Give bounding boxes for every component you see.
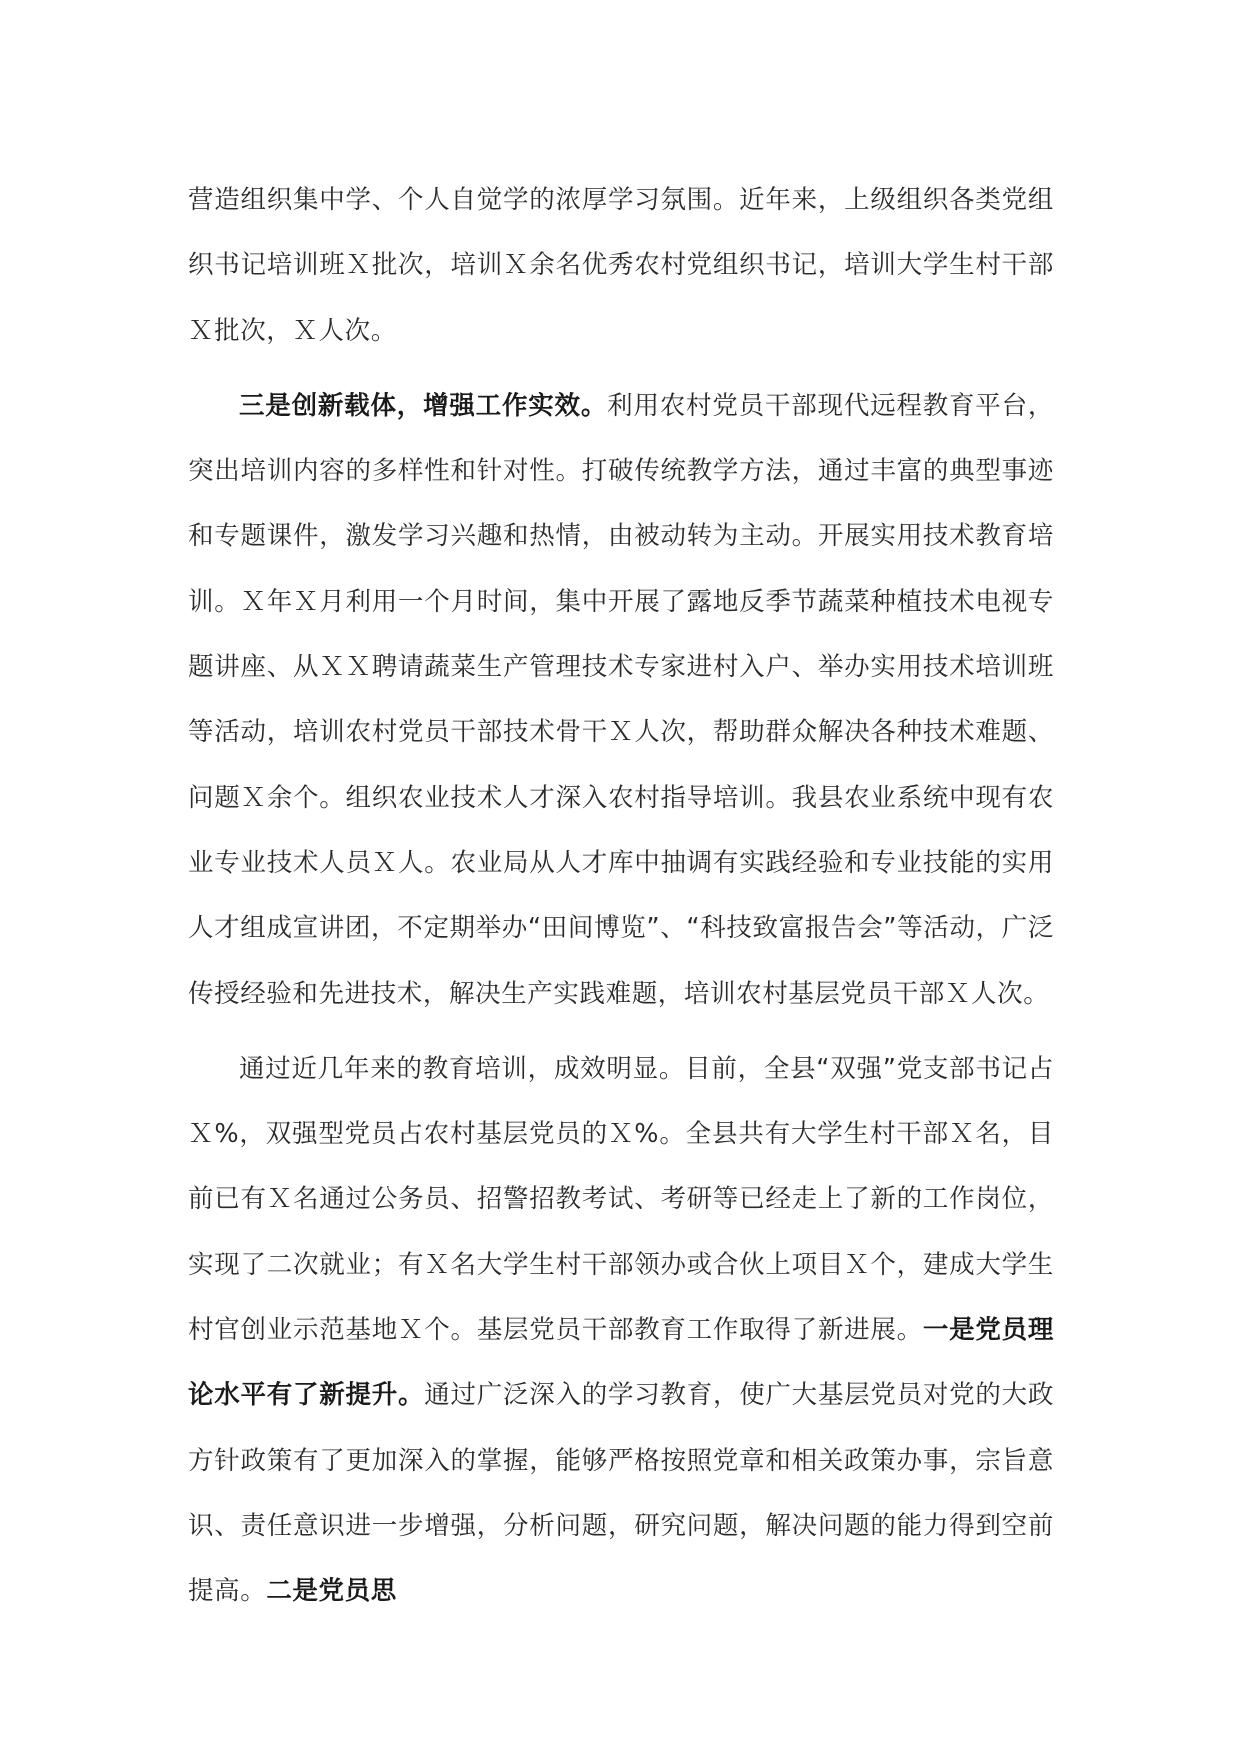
- paragraph-text: 通过广泛深入的学习教育，使广大基层党员对党的大政方针政策有了更加深入的掌握，能够严格按照党章和相关政策办事，宗旨意识、责任意识进一步增强，分析问题，研究问题，解决问题的能力得到空前提高。: [188, 1380, 1055, 1607]
- paragraph-text: 通过近几年来的教育培训，成效明显。目前，全县“双强”党支部书记占Ｘ%，双强型党员占农村基层党员的Ｘ%。全县共有大学生村干部Ｘ名，目前已有Ｘ名通过公务员、招警招教考试、考研等已经走上了新的工作岗位，实现了二次就业；有Ｘ名大学生村干部领办或合伙上项目Ｘ个，建成大学生村官创业示范基地Ｘ个。基层党员干部教育工作取得了新进展。: [188, 1053, 1054, 1346]
- document-body: [188, 168, 1054, 1625]
- paragraph-training-results: [188, 1037, 1054, 1625]
- section-heading-innovate-carrier: 三是创新载体，增强工作实效。: [239, 390, 608, 421]
- section-heading-theory-level: 一是党员理论水平有了新提升。: [188, 1315, 1054, 1411]
- paragraph-training-atmosphere: [188, 168, 1054, 364]
- paragraph-text: 利用农村党员干部现代远程教育平台，突出培训内容的多样性和针对性。打破传统教学方法，通过丰富的典型事迹和专题课件，激发学习兴趣和热情，由被动转为主动。开展实用技术教育培训。Ｘ年Ｘ月利用一个月时间，集中开展了露地反季节蔬菜种植技术电视专题讲座、从ＸＸ聘请蔬菜生产管理技术专家进村入户、举办实用技术培训班等活动，培训农村党员干部技术骨干Ｘ人次，帮助群众解决各种技术难题、问题Ｘ余个。组织农业技术人才深入农村指导培训。我县农业系统中现有农业专业技术人员Ｘ人。农业局从人才库中抽调有实践经验和专业技能的实用人才组成宣讲团，不定期举办“田间博览”、“科技致富报告会”等活动，广泛传授经验和先进技术，解决生产实践难题，培训农村基层党员干部Ｘ人次。: [188, 390, 1054, 1009]
- section-heading-party-member-thought: 二是党员思: [266, 1576, 397, 1607]
- paragraph-text: 营造组织集中学、个人自觉学的浓厚学习氛围。近年来，上级组织各类党组织书记培训班Ｘ批次，培训Ｘ余名优秀农村党组织书记，培训大学生村干部Ｘ批次，Ｘ人次。: [188, 185, 1054, 346]
- paragraph-innovate-carrier: [188, 374, 1054, 1027]
